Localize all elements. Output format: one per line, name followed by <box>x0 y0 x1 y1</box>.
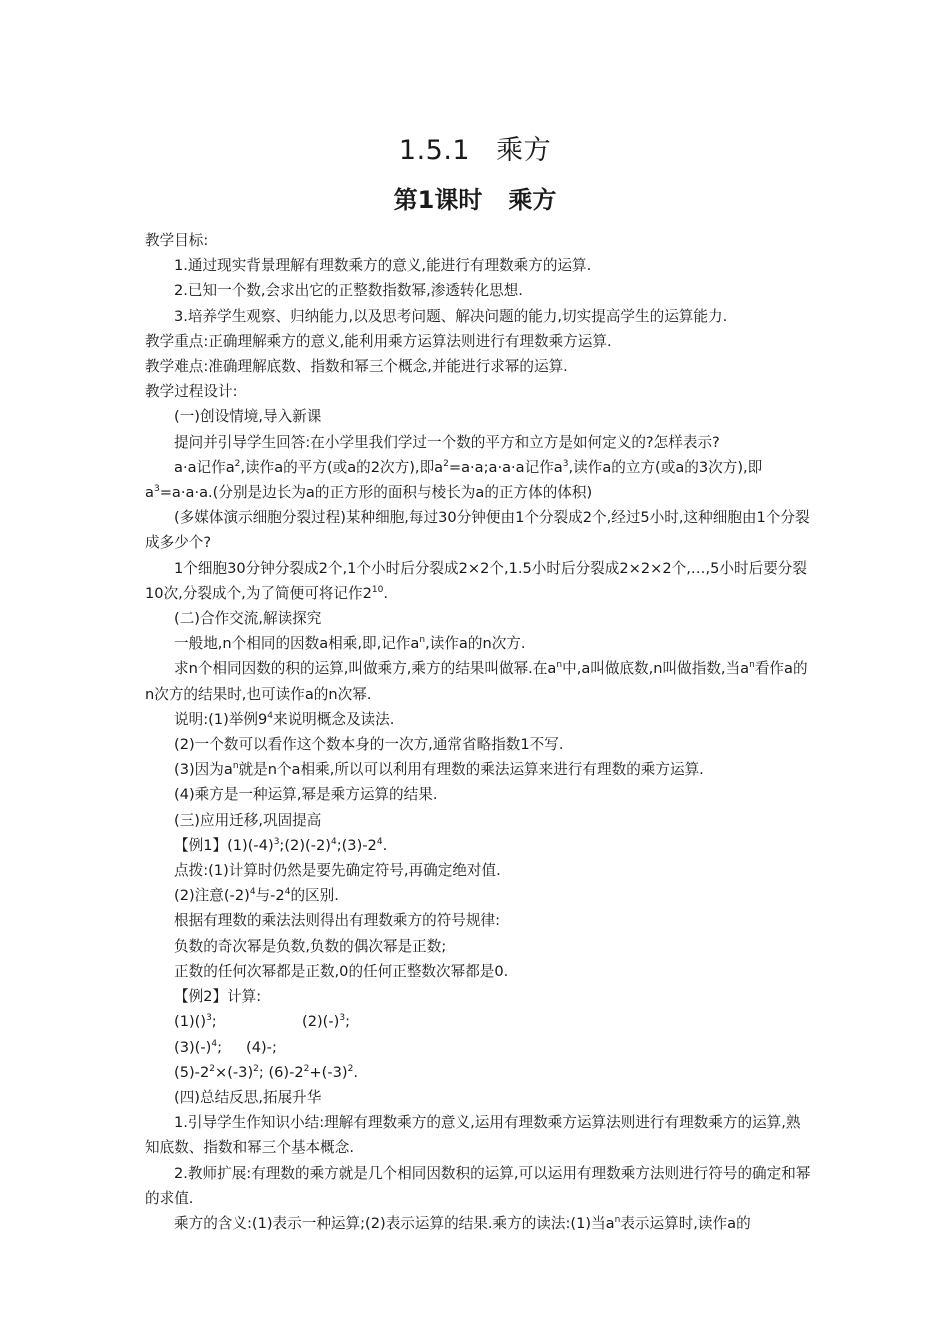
paragraph: (2)一个数可以看作这个数本身的一次方,通常省略指数1不写. <box>174 736 564 754</box>
paragraph: 2.教师扩展:有理数的乘方就是几个相同因数积的运算,可以运用有理数乘方法则进行符号的确定和幂的求值. <box>145 1164 811 1207</box>
example-2-row: $(3)(-)^4$; (4)-; <box>174 1038 277 1056</box>
paragraph: 1个细胞30分钟分裂成2个,1个小时后分裂成2×2个,1.5小时后分裂成2×2×2个,…,5小时后要分裂10次,分裂成个,为了简便可将记作$2^{10}$. <box>145 559 807 602</box>
goals-heading: 教学目标: <box>145 232 209 249</box>
section-number: 1.5.1 <box>398 135 471 166</box>
paragraph: 点拨:(1)计算时仍然是要先确定符号,再确定绝对值. <box>174 862 501 880</box>
paragraph: (4)乘方是一种运算,幂是乘方运算的结果. <box>174 786 438 804</box>
paragraph: 1.引导学生作知识小结:理解有理数乘方的意义,运用有理数乘方运算法则进行有理数乘方的运算,熟知底数、指数和幂三个基本概念. <box>145 1114 801 1157</box>
example-2-heading: 【例2】计算: <box>174 988 262 1006</box>
paragraph: (2)注意$(-2)^4$与$-2^4$的区别. <box>174 887 339 905</box>
document-body <box>145 228 813 1236</box>
section-heading: (三)应用迁移,巩固提高 <box>174 811 322 829</box>
example-2-row: $(5)-2^2\times(-3)^2$; $(6)-2^2+(-3)^2$. <box>174 1063 358 1081</box>
section-heading: (二)合作交流,解读探究 <box>174 610 322 628</box>
goal-item: 2.已知一个数,会求出它的正整数指数幂,渗透转化思想. <box>174 282 523 300</box>
goal-item: 1.通过现实背景理解有理数乘方的意义,能进行有理数乘方的运算. <box>174 257 592 275</box>
paragraph: 负数的奇次幂是负数,负数的偶次幂是正数; <box>174 937 447 955</box>
difficulty: 教学难点:准确理解底数、指数和幂三个概念,并能进行求幂的运算. <box>145 358 568 376</box>
page-title <box>0 134 950 168</box>
paragraph: 求n个相同因数的积的运算,叫做乘方,乘方的结果叫做幂.在$a^n$中,a叫做底数,n叫做指数,当$a^n$看作a的n次方的结果时,也可读作a的n次幂. <box>145 660 808 703</box>
lesson-word: 乘方 <box>508 186 557 214</box>
example-2-row: (1)()$^3$; $(2)(-)^3$; <box>174 1013 350 1031</box>
lesson-subtitle <box>0 184 950 216</box>
paragraph: 说明:(1)举例$9^4$来说明概念及读法. <box>174 710 395 728</box>
example-1: 【例1】$(1)(-4)^3;(2)(-2)^4;(3)-2^4$. <box>174 836 388 854</box>
paragraph: 根据有理数的乘法法则得出有理数乘方的符号规律: <box>174 912 500 930</box>
lesson-number: 第1课时 <box>393 186 483 214</box>
paragraph: 乘方的含义:(1)表示一种运算;(2)表示运算的结果.乘方的读法:(1)当$a^n$表示运算时,读作a的 <box>174 1214 751 1232</box>
process-heading: 教学过程设计: <box>145 383 238 401</box>
section-heading: (一)创设情境,导入新课 <box>174 408 322 426</box>
section-word: 乘方 <box>496 135 552 166</box>
paragraph: 提问并引导学生回答:在小学里我们学过一个数的平方和立方是如何定义的?怎样表示? <box>174 433 720 451</box>
goal-item: 3.培养学生观察、归纳能力,以及思考问题、解决问题的能力,切实提高学生的运算能力. <box>174 307 728 325</box>
paragraph: 一般地,n个相同的因数a相乘,即,记作$a^n$,读作a的n次方. <box>174 635 526 653</box>
paragraph: (多媒体演示细胞分裂过程)某种细胞,每过30分钟便由1个分裂成2个,经过5小时,这种细胞由1个分裂成多少个? <box>145 509 810 552</box>
key-point: 教学重点:正确理解乘方的意义,能利用乘方运算法则进行有理数乘方运算. <box>145 332 612 350</box>
section-heading: (四)总结反思,拓展升华 <box>174 1088 322 1106</box>
paragraph: 正数的任何次幂都是正数,0的任何正整数次幂都是0. <box>174 962 509 980</box>
paragraph: a·a记作$a^2$,读作a的平方(或a的2次方),即$a^2=a\cdot a;a\cdot a\cdot a$记作$a^3$,读作a的立方(或a的3次方),即$a^3=a\cdot a\cdot a$.(分别是边长为a的正方形的面积与棱长为a的正方体的体积) <box>145 458 763 502</box>
paragraph: (3)因为$a^n$就是n个a相乘,所以可以利用有理数的乘法运算来进行有理数的乘方运算. <box>174 761 704 779</box>
